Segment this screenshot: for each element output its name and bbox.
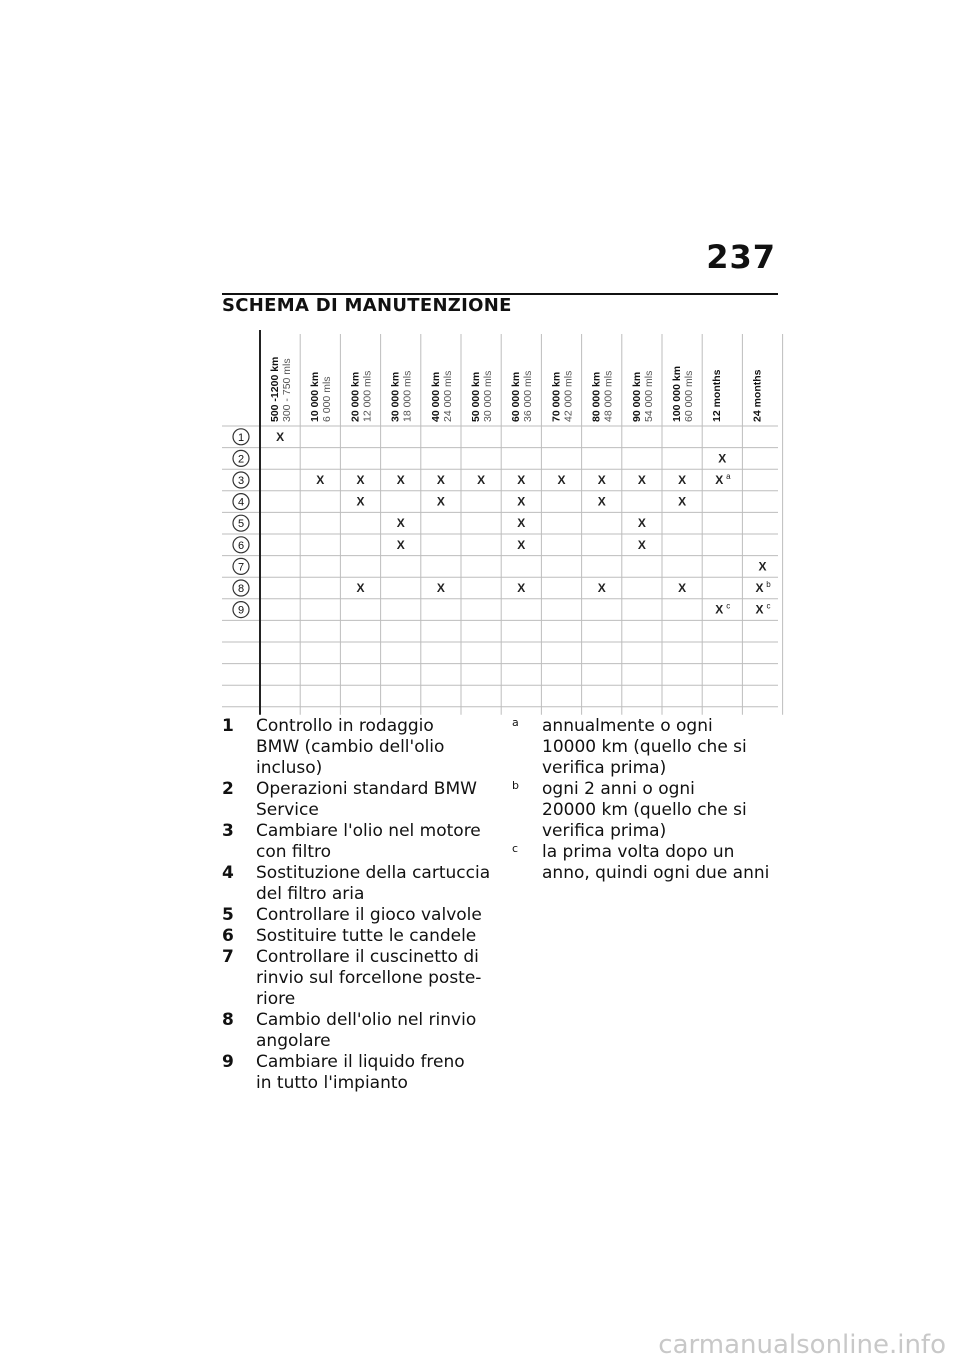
legend-text: con filtro bbox=[256, 842, 332, 862]
schedule-mark: X bbox=[477, 473, 486, 487]
footnote-text: verifica prima) bbox=[542, 821, 667, 841]
column-header-mls: 24 000 mls bbox=[441, 370, 454, 422]
schedule-mark: X bbox=[678, 581, 687, 595]
legend-number: 6 bbox=[222, 926, 234, 946]
column-header-km: 70 000 km bbox=[550, 371, 563, 422]
legend-text: BMW (cambio dell'olio bbox=[256, 737, 445, 757]
schedule-mark: X bbox=[678, 473, 687, 487]
column-header-km: 60 000 km bbox=[510, 371, 523, 422]
schedule-mark: X bbox=[637, 516, 646, 531]
column-header-km: 40 000 km bbox=[429, 371, 442, 422]
schedule-mark: X bbox=[436, 473, 445, 487]
legend-text: Cambio dell'olio nel rinvio bbox=[256, 1010, 477, 1030]
schedule-mark: X bbox=[436, 494, 445, 509]
legend-number: 1 bbox=[222, 716, 234, 736]
column-header-mls: 12 000 mls bbox=[361, 370, 374, 422]
schedule-mark-footnote: c bbox=[726, 601, 731, 611]
schedule-mark: X bbox=[637, 537, 646, 552]
column-header-km: 80 000 km bbox=[590, 371, 603, 422]
schedule-mark: X bbox=[316, 473, 325, 487]
legend-number: 9 bbox=[222, 1052, 234, 1072]
schedule-mark: X bbox=[597, 473, 606, 487]
row-number-label: 4 bbox=[237, 496, 245, 509]
schedule-mark: X bbox=[276, 429, 285, 444]
schedule-mark: X bbox=[396, 473, 405, 487]
footnote-text: ogni 2 anni o ogni bbox=[542, 779, 695, 799]
schedule-mark: X bbox=[557, 473, 566, 487]
section-title: SCHEMA DI MANUTENZIONE bbox=[222, 295, 512, 316]
footnote-text: la prima volta dopo un bbox=[542, 842, 735, 862]
schedule-mark: X bbox=[758, 559, 767, 574]
footnote-text: anno, quindi ogni due anni bbox=[542, 863, 770, 883]
schedule-mark-footnote: a bbox=[726, 472, 731, 481]
schedule-mark: X bbox=[396, 537, 405, 552]
legend-text: Controllare il cuscinetto di bbox=[256, 947, 479, 967]
column-header-km: 24 months bbox=[751, 369, 764, 422]
legend-text: Cambiare l'olio nel motore bbox=[256, 821, 481, 841]
schedule-mark: X bbox=[517, 473, 526, 487]
column-header-km: 500 -1200 km bbox=[269, 356, 281, 422]
column-header-km: 10 000 km bbox=[309, 371, 322, 422]
footnote-text: 10000 km (quello che si bbox=[542, 737, 747, 757]
legend-number: 4 bbox=[222, 863, 234, 883]
schedule-mark: X bbox=[436, 581, 445, 595]
footnote-marker: b bbox=[512, 779, 519, 792]
row-number-label: 5 bbox=[237, 518, 245, 531]
legend-number: 8 bbox=[222, 1010, 234, 1030]
row-number-label: 6 bbox=[237, 539, 245, 552]
column-header-mls: 60 000 mls bbox=[683, 370, 695, 422]
schedule-mark: X bbox=[356, 473, 365, 487]
schedule-mark: X bbox=[755, 602, 764, 617]
watermark-text: carmanualsonline.info bbox=[658, 1330, 946, 1360]
row-number-label: 3 bbox=[237, 475, 245, 487]
row-number-label: 1 bbox=[237, 431, 245, 444]
column-header-mls: 48 000 mls bbox=[602, 370, 615, 422]
row-number-label: 8 bbox=[237, 583, 245, 595]
row-number-label: 9 bbox=[237, 604, 245, 617]
footnote-marker: c bbox=[512, 842, 519, 855]
row-number-label: 7 bbox=[237, 561, 245, 574]
legend-text: Sostituzione della cartuccia bbox=[256, 863, 491, 883]
schedule-mark: X bbox=[517, 494, 526, 509]
schedule-mark: X bbox=[597, 581, 606, 595]
footnote-text: verifica prima) bbox=[542, 758, 667, 778]
schedule-mark: X bbox=[755, 581, 764, 595]
legend-number: 3 bbox=[222, 821, 234, 841]
column-header-km: 50 000 km bbox=[470, 371, 482, 422]
legend-text: incluso) bbox=[256, 758, 323, 778]
column-header-mls: 42 000 mls bbox=[562, 370, 575, 422]
legend-text: angolare bbox=[256, 1031, 331, 1051]
footnote-text: 20000 km (quello che si bbox=[542, 800, 747, 820]
column-header-mls: 30 000 mls bbox=[482, 370, 494, 422]
schedule-mark: X bbox=[517, 516, 526, 531]
column-header-mls: 54 000 mls bbox=[642, 370, 655, 422]
footnote-marker: a bbox=[512, 716, 519, 729]
schedule-mark-footnote: c bbox=[766, 601, 771, 611]
legend-text: Cambiare il liquido freno bbox=[256, 1052, 465, 1072]
legend-text: Service bbox=[256, 800, 319, 820]
legend-number: 7 bbox=[222, 947, 234, 967]
column-header-km: 30 000 km bbox=[389, 371, 402, 422]
legend-text: Controllare il gioco valvole bbox=[256, 905, 482, 925]
column-header-mls: 36 000 mls bbox=[522, 370, 535, 422]
schedule-mark: X bbox=[356, 581, 365, 595]
schedule-mark: X bbox=[715, 602, 724, 617]
column-header-km: 20 000 km bbox=[349, 371, 362, 422]
legend-text: riore bbox=[256, 989, 296, 1009]
legend-text: in tutto l'impianto bbox=[256, 1073, 408, 1093]
column-header-mls: 300 - 750 mls bbox=[281, 358, 293, 422]
column-header-km: 100 000 km bbox=[671, 365, 683, 422]
schedule-mark: X bbox=[718, 451, 727, 466]
legend-text: Controllo in rodaggio bbox=[256, 716, 434, 736]
schedule-mark: X bbox=[356, 494, 365, 509]
page-number: 237 bbox=[706, 238, 776, 276]
footnote-text: annualmente o ogni bbox=[542, 716, 713, 736]
schedule-mark: X bbox=[517, 537, 526, 552]
legend-text: rinvio sul forcellone poste- bbox=[256, 968, 482, 988]
schedule-mark: X bbox=[678, 494, 687, 509]
column-header-mls: 6 000 mls bbox=[321, 376, 334, 422]
column-header-km: 12 months bbox=[711, 369, 724, 422]
schedule-mark: X bbox=[517, 581, 526, 595]
schedule-mark-footnote: b bbox=[766, 580, 771, 589]
schedule-mark: X bbox=[396, 516, 405, 531]
legend-text: Sostituire tutte le candele bbox=[256, 926, 477, 946]
schedule-mark: X bbox=[715, 473, 724, 487]
legend-text: del filtro aria bbox=[256, 884, 365, 904]
legend-number: 5 bbox=[222, 905, 234, 925]
legend-number: 2 bbox=[222, 779, 234, 799]
row-number-label: 2 bbox=[237, 453, 245, 466]
legend-text: Operazioni standard BMW bbox=[256, 779, 477, 799]
column-header-km: 90 000 km bbox=[630, 371, 643, 422]
column-header-mls: 18 000 mls bbox=[401, 370, 414, 422]
schedule-mark: X bbox=[637, 473, 646, 487]
schedule-mark: X bbox=[597, 494, 606, 509]
